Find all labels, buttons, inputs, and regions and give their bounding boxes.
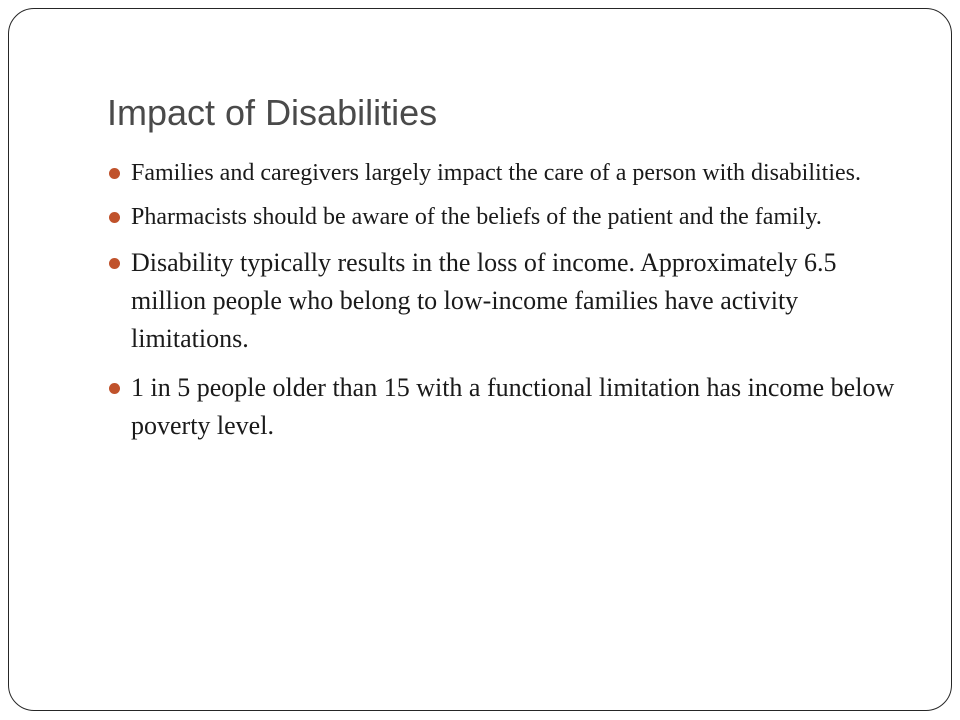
bullet-item	[107, 200, 897, 234]
bullet-item	[107, 369, 897, 445]
bullet-text: Pharmacists should be aware of the beliefs of the patient and the family.	[131, 204, 822, 230]
bullet-text: Disability typically results in the loss of income. Approximately 6.5 million people who belong to low-income families have activity limitations.	[131, 248, 837, 353]
bullet-text: 1 in 5 people older than 15 with a functional limitation has income below poverty level.	[131, 373, 895, 440]
bullet-item	[107, 156, 897, 190]
bullet-icon	[109, 383, 120, 394]
bullet-icon	[109, 258, 120, 269]
bullet-text: Families and caregivers largely impact the care of a person with disabilities.	[131, 160, 861, 186]
slide-title: Impact of Disabilities	[107, 92, 438, 133]
bullet-list	[107, 156, 897, 456]
bullet-icon	[109, 168, 120, 179]
bullet-item	[107, 244, 897, 358]
bullet-icon	[109, 212, 120, 223]
